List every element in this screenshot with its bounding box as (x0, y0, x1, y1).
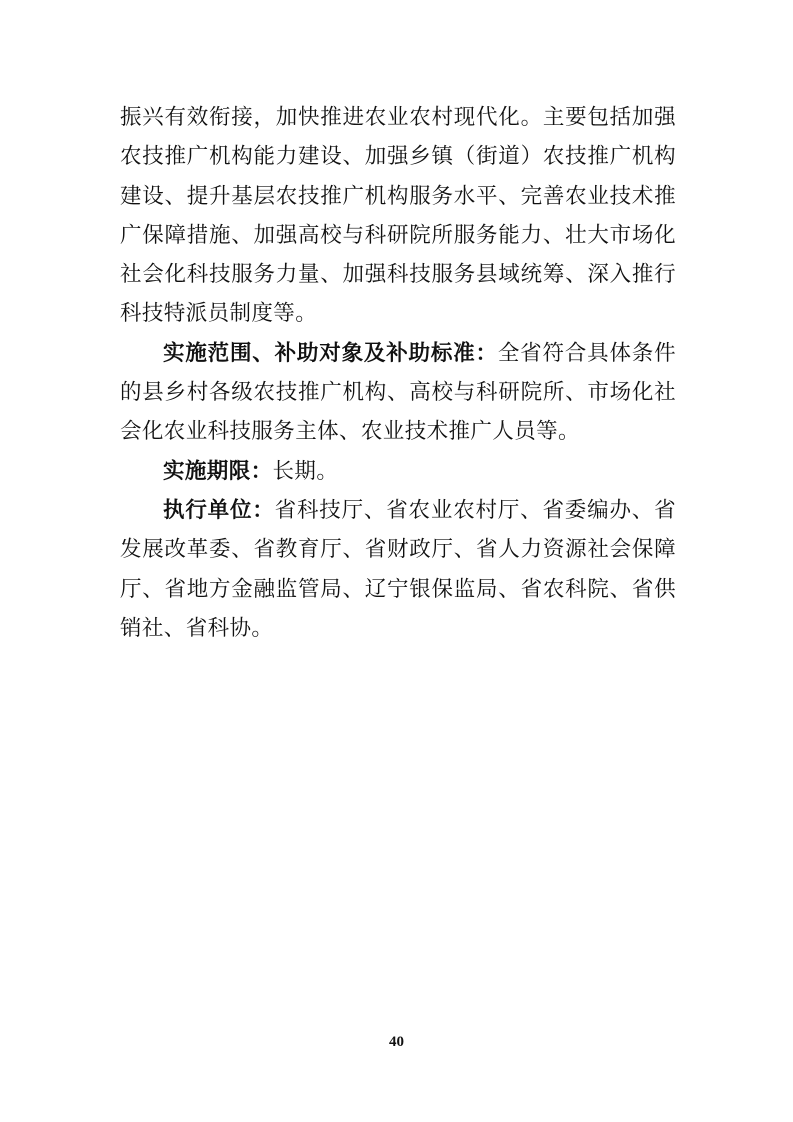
units-label: 执行单位： (163, 497, 275, 523)
period-text: 长期。 (272, 458, 339, 484)
paragraph-text: 振兴有效衔接，加快推进农业农村现代化。主要包括加强农技推广机构能力建设、加强乡镇（街道）农技推广机构建设、提升基层农技推广机构服务水平、完善农业技术推广保障措施、加强高校与科研院所服务能力、壮大市场化社会化科技服务力量、加强科技服务县域统筹、深入推行科技特派员制度等。 (120, 105, 676, 327)
paragraph-units (120, 491, 676, 648)
paragraph-continuation (120, 98, 676, 334)
period-label: 实施期限： (163, 458, 273, 484)
scope-text: 全省符合具体条件的县乡村各级农技推广机构、高校与科研院所、市场化社会化农业科技服务主体、农业技术推广人员等。 (120, 340, 676, 445)
paragraph-scope (120, 334, 676, 452)
scope-label: 实施范围、补助对象及补助标准： (163, 340, 498, 366)
page-number: 40 (389, 1034, 404, 1050)
units-text: 省科技厅、省农业农村厅、省委编办、省发展改革委、省教育厅、省财政厅、省人力资源社会保障厅、省地方金融监管局、辽宁银保监局、省农科院、省供销社、省科协。 (120, 497, 676, 641)
body-text (120, 98, 676, 648)
paragraph-period (120, 452, 676, 491)
